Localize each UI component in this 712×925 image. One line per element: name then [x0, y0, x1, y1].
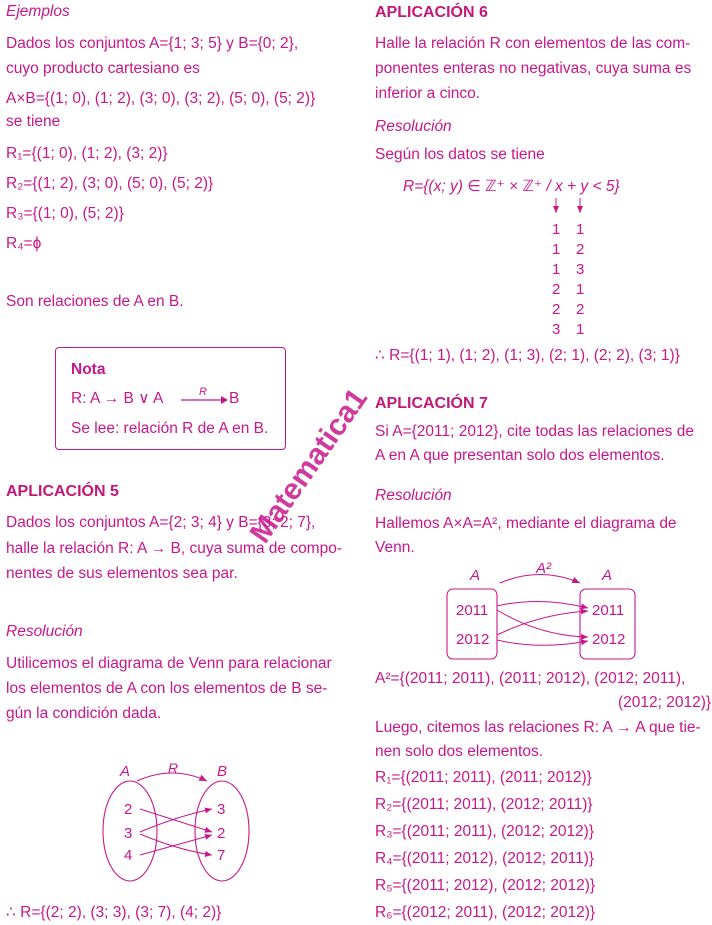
app7-mapping-arrow [497, 640, 588, 645]
relation-r2: R₂={(1; 2), (3; 0), (5; 0), (5; 2)} [6, 175, 214, 192]
app7-set-right-box [580, 589, 635, 659]
app6-pair-x: 1 [552, 221, 561, 238]
app7-relation-r1: R₁={(2011; 2011), (2011; 2012)} [375, 769, 592, 786]
app6-set-builder: R={(x; y) ∈ ℤ⁺ × ℤ⁺ / x + y < 5} [403, 178, 620, 195]
cartesian-product: A×B={(1; 0), (1; 2), (3; 0), (3; 2), (5; 0), (5; 2)} [6, 90, 316, 107]
app7-relation-r2: R₂={(2011; 2011), (2012; 2011)} [375, 796, 593, 813]
relation-r3: R₃={(1; 0), (5; 2)} [6, 205, 124, 222]
app5-title: APLICACIÓN 5 [6, 483, 119, 500]
app7-right-element: 2011 [592, 602, 625, 619]
app7-a2-line-1: A²={(2011; 2011), (2011; 2012), (2012; 2011), [375, 670, 686, 687]
app6-pair-y: 1 [576, 321, 585, 338]
app7-resolucion: Resolución [375, 487, 452, 504]
app6-pair-y: 2 [576, 301, 585, 318]
app5-line-1: Dados los conjuntos A={2; 3; 4} y B={3; 2; 7}, [6, 514, 316, 531]
app7-relation-label: A² [536, 560, 551, 577]
se-tiene: se tiene [6, 113, 61, 130]
app7-a2-line-2: (2012; 2012)} [618, 694, 712, 711]
app6-pair-y: 1 [576, 281, 585, 298]
app5-explain-1: Utilicemos el diagrama de Venn para relacionar [6, 655, 332, 672]
app6-datos: Según los datos se tiene [375, 146, 545, 163]
app6-line-3: inferior a cinco. [375, 85, 481, 102]
app7-left-element: 2012 [456, 631, 490, 648]
app5-relation-label: R [168, 760, 179, 776]
app5-explain-2: los elementos de A con los elementos de B se- [6, 680, 328, 697]
app6-pair-x: 1 [552, 261, 561, 278]
app6-pair-y: 3 [576, 261, 585, 278]
relation-r1: R₁={(1; 0), (1; 2), (3; 2)} [6, 145, 168, 162]
app6-pair-x: 3 [552, 321, 561, 338]
app7-relation-r6: R₆={(2012; 2011), (2012; 2012)} [375, 904, 596, 921]
app7-relation-r4: R₄={(2011; 2012), (2012; 2011)} [375, 850, 595, 867]
intro-line-2: cuyo producto cartesiano es [6, 60, 200, 77]
nota-title: Nota [71, 361, 106, 378]
app5-b-element: 3 [217, 801, 226, 818]
app7-left-element: 2011 [456, 602, 489, 619]
app5-a-element: 4 [124, 847, 133, 864]
nota-notation-right: B [229, 390, 240, 407]
app7-set-left-box [447, 589, 497, 659]
app6-pair-y: 1 [576, 221, 585, 238]
conclusion: Son relaciones de A en B. [6, 293, 184, 310]
app5-b-element: 7 [217, 847, 226, 864]
app7-relation-r5: R₅={(2011; 2012), (2012; 2012)} [375, 877, 596, 894]
app7-title: APLICACIÓN 7 [375, 395, 488, 412]
intro-line-1: Dados los conjuntos A={1; 3; 5} y B={0; 2}, [6, 35, 299, 52]
nota-arrow-label: R [199, 386, 207, 398]
nota-notation-left: R: A → B ∨ A [71, 390, 164, 407]
app6-pair-x: 2 [552, 281, 561, 298]
relation-r4: R₄=ϕ [6, 235, 42, 252]
app7-mapping-arrow [497, 610, 588, 637]
app7-luego-2: nen solo dos elementos. [375, 743, 544, 760]
app7-set-left-label: A [470, 567, 481, 584]
app7-hallemos-2: Venn. [375, 539, 415, 556]
app7-luego-1: Luego, citemos las relaciones R: A → A que tie- [375, 719, 701, 736]
app6-answer: ∴ R={(1; 1), (1; 2), (1; 3), (2; 1), (2; 2), (3; 1)} [375, 347, 680, 364]
app7-set-right-label: A [602, 567, 613, 584]
watermark-text: Matematica1 [243, 382, 375, 550]
app6-line-2: ponentes enteras no negativas, cuya suma es [375, 60, 692, 77]
app6-pair-x: 2 [552, 301, 561, 318]
app5-a-element: 3 [124, 825, 133, 842]
app6-pair-y: 2 [576, 241, 585, 258]
app7-hallemos-1: Hallemos A×A=A², mediante el diagrama de [375, 515, 677, 532]
app5-line-2: halle la relación R: A → B, cuya suma de compo- [6, 540, 342, 557]
app6-line-1: Halle la relación R con elementos de las com- [375, 35, 691, 52]
app5-a-element: 2 [124, 801, 133, 818]
app7-relation-r3: R₃={(2011; 2011), (2012; 2012)} [375, 823, 595, 840]
app5-explain-3: gún la condición dada. [6, 705, 162, 722]
app7-mapping-arrow [497, 601, 588, 608]
app7-mapping-arrow [497, 611, 588, 635]
app5-answer: ∴ R={(2; 2), (3; 3), (3; 7), (4; 2)} [6, 904, 222, 921]
app5-resolucion: Resolución [6, 623, 83, 640]
app7-line-1: Si A={2011; 2012}, cite todas las relaciones de [375, 423, 694, 440]
app7-right-element: 2012 [592, 631, 626, 648]
app6-resolucion: Resolución [375, 118, 452, 135]
app6-pair-x: 1 [552, 241, 561, 258]
app5-set-a-label: A [120, 763, 131, 780]
app5-b-element: 2 [217, 825, 226, 842]
app7-line-2: A en A que presentan solo dos elementos. [375, 447, 665, 464]
app5-line-3: nentes de sus elementos sea par. [6, 565, 238, 582]
ejemplos-heading: Ejemplos [6, 3, 70, 20]
app6-title: APLICACIÓN 6 [375, 4, 488, 21]
nota-reading: Se lee: relación R de A en B. [71, 420, 269, 437]
app5-set-b-label: B [217, 763, 228, 780]
